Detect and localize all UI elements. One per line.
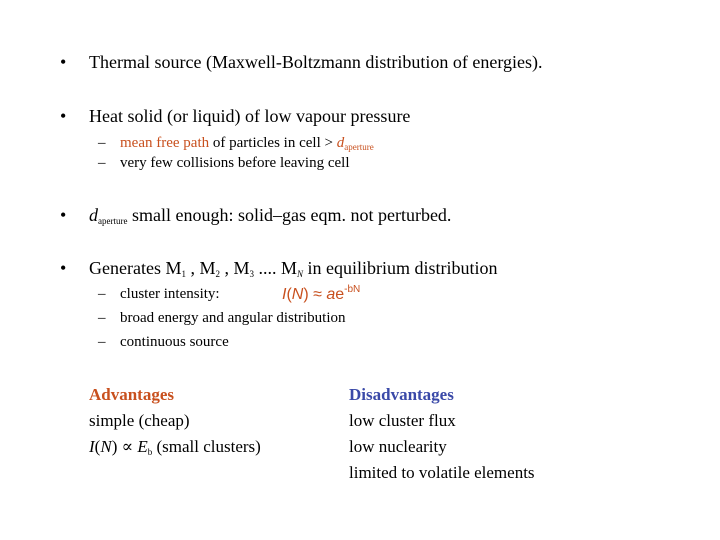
bullet-thermal-source bbox=[60, 52, 543, 73]
m2-text: , M bbox=[185, 258, 216, 278]
disadvantage-item: low nuclearity bbox=[349, 437, 447, 456]
equilibrium-text: in equilibrium distribution bbox=[303, 258, 498, 278]
subbullet-mean-free-path bbox=[98, 135, 374, 152]
aperture-subscript: aperture bbox=[98, 216, 128, 226]
disadvantages-heading: Disadvantages bbox=[349, 385, 454, 404]
subscript-3: 3 bbox=[249, 269, 254, 279]
subbullet-text: broad energy and angular distribution bbox=[120, 310, 346, 326]
subbullet-text: continuous source bbox=[120, 334, 229, 350]
dash-marker: – bbox=[98, 155, 106, 171]
formula-paren: ( bbox=[286, 286, 292, 303]
formula-n: N bbox=[291, 286, 304, 303]
bullet-content bbox=[89, 205, 451, 226]
advantages-column bbox=[89, 382, 261, 465]
subbullet-label: cluster intensity: bbox=[120, 286, 220, 302]
bullet-text: Thermal source (Maxwell-Boltzmann distribution of energies). bbox=[89, 52, 543, 72]
generates-text: Generates M bbox=[89, 258, 182, 278]
bullet-generates bbox=[60, 258, 498, 279]
aperture-subscript: aperture bbox=[344, 142, 374, 152]
bullet-marker: • bbox=[60, 258, 67, 278]
dash-marker: – bbox=[98, 310, 106, 326]
disadvantage-item: low cluster flux bbox=[349, 411, 456, 430]
bullet-content bbox=[89, 258, 498, 279]
bullet-marker: • bbox=[60, 106, 67, 126]
formula-i: I bbox=[282, 286, 287, 303]
subbullet-text: of particles in cell > bbox=[209, 135, 337, 151]
advantages-heading: Advantages bbox=[89, 385, 175, 404]
subbullet-broad-energy bbox=[98, 310, 346, 327]
formula-b-subscript: b bbox=[147, 447, 153, 457]
bullet-heat-solid bbox=[60, 106, 411, 127]
subscript-2: 2 bbox=[215, 269, 220, 279]
dash-marker: – bbox=[98, 334, 106, 350]
advantage-item: simple (cheap) bbox=[89, 411, 190, 430]
subbullet-content bbox=[120, 135, 374, 152]
bullet-marker: • bbox=[60, 52, 67, 72]
subscript-1: 1 bbox=[181, 269, 186, 279]
formula-n: N bbox=[100, 437, 112, 456]
dash-marker: – bbox=[98, 286, 106, 302]
formula-paren: ( bbox=[94, 437, 101, 456]
subbullet-text: very few collisions before leaving cell bbox=[120, 155, 350, 171]
advantage-item bbox=[89, 434, 261, 465]
mean-free-path-term: mean free path bbox=[120, 135, 210, 151]
d-symbol: d bbox=[336, 135, 345, 151]
bullet-text: Heat solid (or liquid) of low vapour pressure bbox=[89, 106, 411, 126]
subbullet-few-collisions bbox=[98, 155, 350, 172]
bullet-text: small enough: solid–gas eqm. not perturbed. bbox=[127, 205, 452, 225]
intensity-formula bbox=[282, 284, 360, 304]
formula-approx: ≈ bbox=[308, 286, 327, 303]
disadvantages-column bbox=[349, 382, 535, 486]
formula-exponent: -bN bbox=[344, 284, 361, 295]
formula-paren: ) bbox=[303, 286, 309, 303]
bullet-marker: • bbox=[60, 205, 67, 225]
formula-e: e bbox=[335, 286, 345, 303]
subbullet-continuous-source bbox=[98, 334, 229, 351]
mn-text: .... M bbox=[254, 258, 298, 278]
subbullet-cluster-intensity bbox=[98, 284, 361, 303]
formula-i: I bbox=[89, 437, 95, 456]
d-symbol: d bbox=[89, 205, 98, 225]
proportional-text: ) ∝ bbox=[111, 437, 138, 456]
small-clusters-text: (small clusters) bbox=[152, 437, 261, 456]
disadvantage-item: limited to volatile elements bbox=[349, 463, 535, 482]
formula-e: E bbox=[137, 437, 148, 456]
subscript-n: N bbox=[297, 269, 304, 279]
m3-text: , M bbox=[219, 258, 250, 278]
formula-a: a bbox=[326, 286, 336, 303]
bullet-aperture-small bbox=[60, 205, 452, 226]
dash-marker: – bbox=[98, 135, 106, 151]
